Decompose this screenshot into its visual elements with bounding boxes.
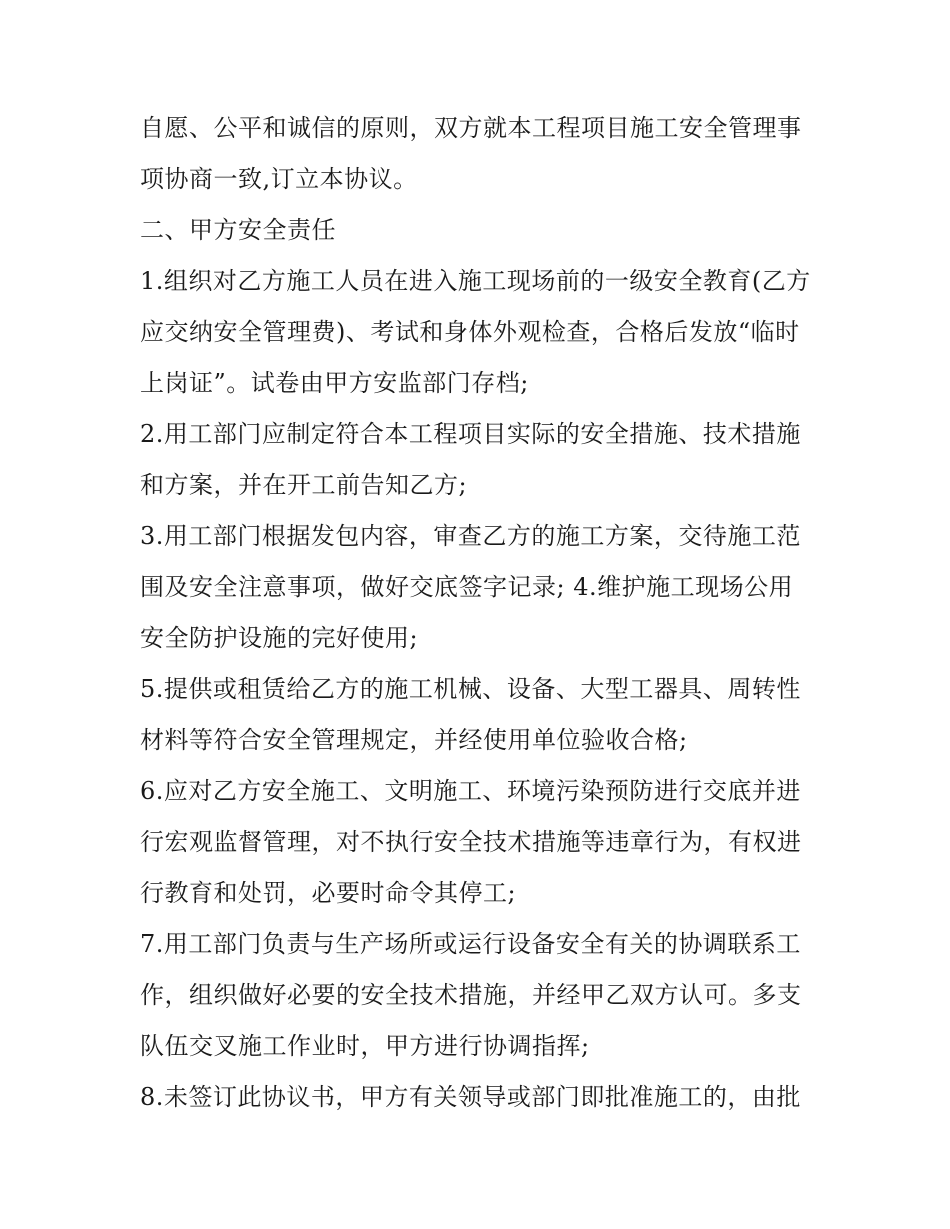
- text-line: 材料等符合安全管理规定，并经使用单位验收合格;: [140, 726, 688, 754]
- text-line: 安全防护设施的完好使用;: [140, 624, 419, 652]
- section-heading: 二、甲方安全责任: [140, 216, 336, 244]
- text-line: 5.提供或租赁给乙方的施工机械、设备、大型工器具、周转性: [140, 675, 801, 703]
- text-line: 队伍交叉施工作业时，甲方进行协调指挥;: [140, 1032, 590, 1060]
- text-line: 围及安全注意事项，做好交底签字记录; 4.维护施工现场公用: [140, 573, 794, 601]
- text-line: 和方案，并在开工前告知乙方;: [140, 471, 468, 499]
- text-line: 作，组织做好必要的安全技术措施，并经甲乙双方认可。多支: [140, 981, 802, 1009]
- text-line: 1.组织对乙方施工人员在进入施工现场前的一级安全教育(乙方: [140, 267, 811, 295]
- text-line: 应交纳安全管理费)、考试和身体外观检查，合格后发放“临时: [140, 318, 800, 346]
- text-line: 3.用工部门根据发包内容，审查乙方的施工方案，交待施工范: [140, 522, 801, 550]
- text-line: 行教育和处罚，必要时命令其停工;: [140, 879, 517, 907]
- text-line: 8.未签订此协议书，甲方有关领导或部门即批准施工的，由批: [140, 1083, 801, 1111]
- text-line: 6.应对乙方安全施工、文明施工、环境污染预防进行交底并进: [140, 777, 801, 805]
- text-line: 自愿、公平和诚信的原则，双方就本工程项目施工安全管理事: [140, 114, 802, 142]
- text-line: 项协商一致,订立本协议。: [140, 165, 418, 193]
- text-line: 行宏观监督管理，对不执行安全技术措施等违章行为，有权进: [140, 828, 802, 856]
- text-line: 7.用工部门负责与生产场所或运行设备安全有关的协调联系工: [140, 930, 801, 958]
- text-line: 上岗证”。试卷由甲方安监部门存档;: [140, 369, 529, 397]
- text-line: 2.用工部门应制定符合本工程项目实际的安全措施、技术措施: [140, 420, 801, 448]
